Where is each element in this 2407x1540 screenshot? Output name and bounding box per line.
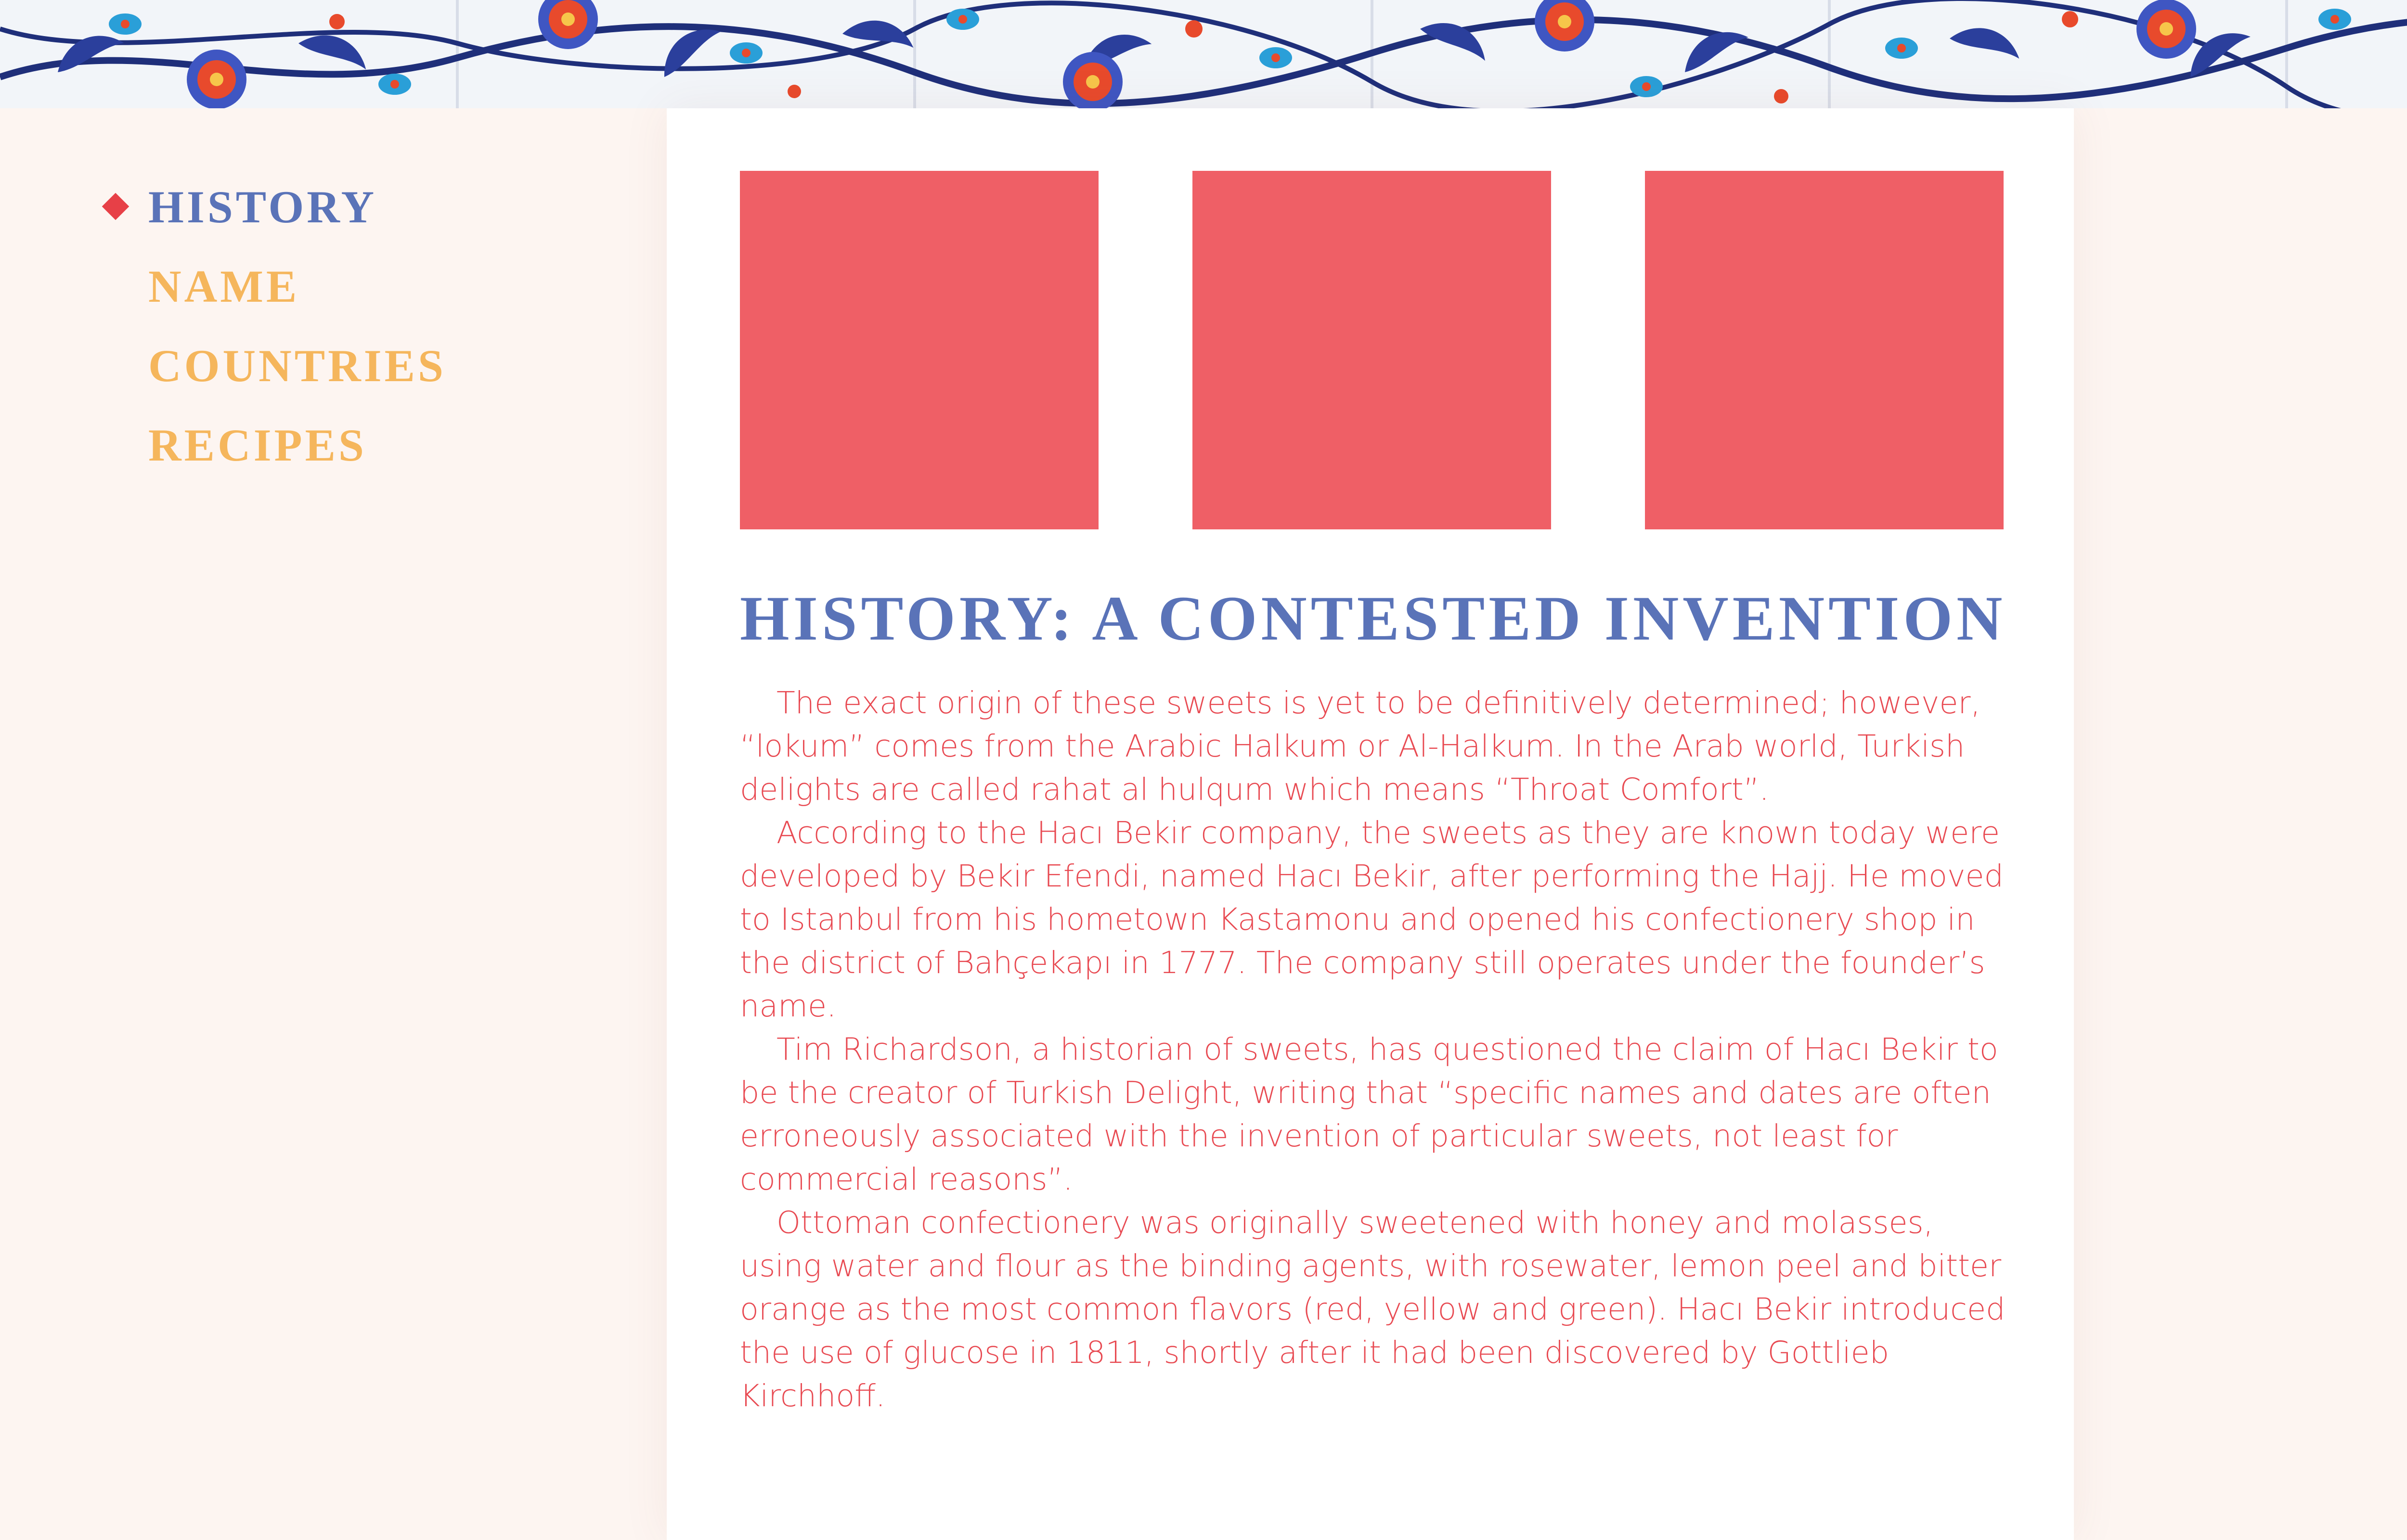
floral-pattern-image [0, 0, 2407, 108]
paragraph: Ottoman confectionery was originally sweetened with honey and molasses, using water and flour as the binding agents, with rosewater, lemon peel and bitter orange as the most common flavors (red, yellow and green). Hacı Bekir introduced the use of glucose in 1811, shortly after it had been discovered by Gottlieb Kirchhoff. [740, 1205, 2006, 1413]
page-title-rest: A CONTESTED INVENTION [1075, 583, 2006, 654]
nav-item-name[interactable] [148, 255, 299, 318]
paragraph: The exact origin of these sweets is yet to be definitively determined; however, “lokum” comes from the Arabic Halkum or Al-Halkum. In the Arab world, Turkish delights are called rahat al hulqum which means “Throat Comfort”. [740, 685, 1980, 807]
paragraph: According to the Hacı Bekir company, the sweets as they are known today were developed by Bekir Efendi, named Hacı Bekir, after performing the Hajj. He moved to Istanbul from his hometown Kastamonu and opened his confectionery shop in the district of Bahçekapı in 1777. The company still operates under the founder’s name. [740, 815, 2004, 1024]
nav-item-label: RECIPES [148, 420, 367, 471]
image-placeholder-1 [740, 171, 1099, 529]
nav-item-label: COUNTRIES [148, 340, 446, 391]
page-title-strong: HISTORY: [740, 583, 1076, 654]
nav-item-label: NAME [148, 261, 300, 312]
nav-item-countries[interactable] [148, 334, 446, 397]
active-diamond-icon [102, 193, 129, 220]
side-navigation [0, 108, 667, 1540]
page-title [740, 580, 2016, 657]
article-body [740, 681, 2008, 1417]
nav-item-recipes[interactable] [148, 414, 367, 476]
image-placeholder-2 [1192, 171, 1551, 529]
nav-item-history[interactable] [148, 176, 377, 238]
content-card [667, 108, 2074, 1540]
image-placeholder-3 [1645, 171, 2004, 529]
floral-tile-banner [0, 0, 2407, 108]
paragraph: Tim Richardson, a historian of sweets, has questioned the claim of Hacı Bekir to be the creator of Turkish Delight, writing that “specific names and dates are often erroneously associated with the invention of particular sweets, not least for commercial reasons”. [740, 1031, 1998, 1197]
nav-item-label: HISTORY [148, 181, 377, 232]
